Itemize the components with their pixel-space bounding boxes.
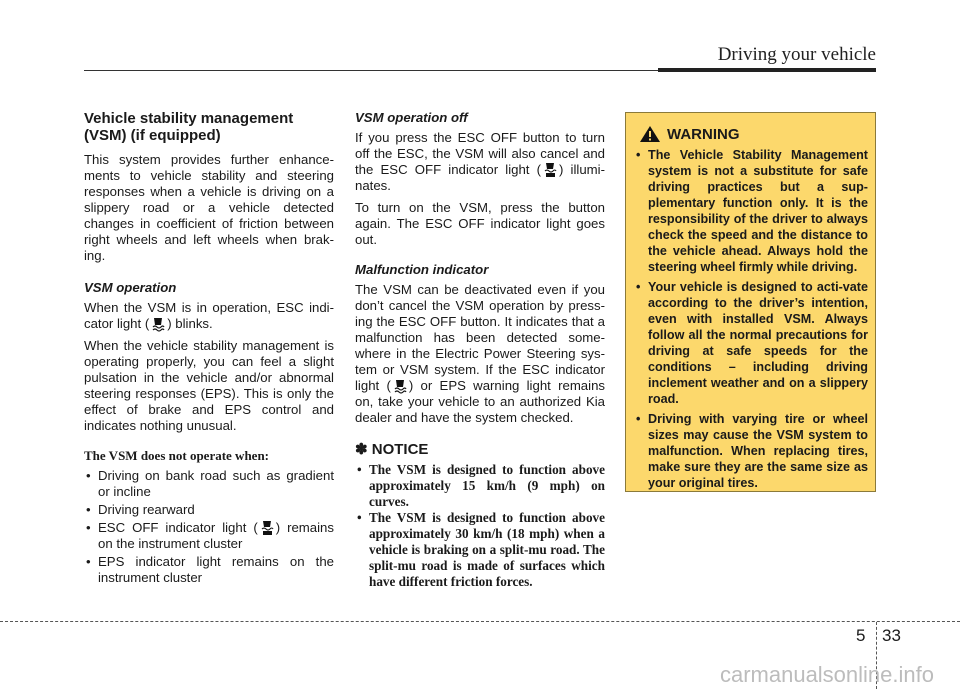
list-item: • Driving rearward [86,502,195,517]
not-operate-list [84,468,334,586]
watermark: carmanualsonline.info [719,662,934,687]
warning-list [636,147,868,495]
header-rule-accent [658,68,876,72]
list-item: • Driving with varying tire or wheel sizes may cause the VSM system to malfunction. When replacing tires, make sure they are the same size as your original tires. [636,412,868,490]
vsm-off-title: VSM operation off [355,110,468,125]
list-item: • The VSM is designed to function above approximately 30 km/h (18 mph) when a vehicle is braking on a split-mu road. The split-mu road is made of surfaces which have different friction forces. [357,510,605,589]
vsm-operation-paragraph-2: When the vehicle stability management is operating properly, you can feel a slight pulsation in the vehicle and/or abnormal steering responses (EPS). This is only the effect of brake and EPS control and indicates nothing unusual. [84,338,334,433]
warning-box [625,112,876,492]
list-item: • The VSM is designed to function above approximately 15 km/h (9 mph) on curves. [357,462,605,509]
list-item: • EPS indicator light remains on the instrument cluster [86,554,334,585]
notice-title: ✽ NOTICE [355,441,429,458]
list-item: • ESC OFF indicator light ( ) remains on the instrument cluster [86,520,334,551]
warning-header [639,125,740,143]
page-header-title: Driving your vehicle [717,44,876,65]
left-column [84,110,334,588]
warning-title: WARNING [667,125,740,143]
vsm-off-paragraph-1: If you press the ESC OFF button to turn off the ESC, the VSM will also cancel and the ESC OFF indicator light ( ) illumi-nates. [355,130,605,193]
notice-list [355,462,605,590]
chapter-number: 5 [856,626,866,645]
middle-column [355,110,605,590]
vsm-operation-title: VSM operation [84,280,177,295]
malfunction-paragraph: The VSM can be deactivated even if you don’t cancel the VSM operation by press-ing the ESC OFF button. It indicates that a malfunction has been detected some-where in the Electric Power Steering sys-tem or VSM system. If the ESC indicator light ( ) or EPS warning light remains on, take your vehicle to an authorized Kia dealer and have the system checked. [355,282,605,425]
list-item: • The Vehicle Stability Management system is not a substitute for safe driving practices but a sup-plementary function only. It is the responsibility of the driver to always check the speed and the distance to the vehicle ahead. Always hold the steering wheel firmly while driving. [636,148,868,274]
esc-off-indicator-icon [260,520,274,536]
esc-indicator-icon [393,378,407,394]
esc-off-indicator-icon [543,162,557,178]
vsm-off-paragraph-2: To turn on the VSM, press the button again. The ESC OFF indicator light goes out. [355,200,605,247]
list-item: • Driving on bank road such as gradient or incline [86,468,334,499]
not-operate-title: The VSM does not operate when: [84,448,270,463]
footer-rule [0,621,960,622]
page-number: 33 [882,626,901,645]
list-item: • Your vehicle is designed to acti-vate according to the driver’s intention, even with installed VSM. Always follow all the normal precautions for driving at safe speeds for the conditions – including driving inclement weather and on a slippery road. [636,280,868,406]
section-title: Vehicle stability management (VSM) (if equipped) [84,110,294,144]
malfunction-title: Malfunction indicator [355,262,489,277]
warning-triangle-icon [639,125,661,143]
vsm-operation-paragraph-1: When the VSM is in operation, ESC indi-cator light ( ) blinks. [84,300,334,331]
esc-indicator-icon [151,316,165,332]
intro-paragraph: This system provides further enhance-ments to vehicle stability and steering responses when a vehicle is driving on a slippery road or a vehicle detected changes in coefficient of friction between right wheels and left wheels when brak-ing. [84,152,334,263]
